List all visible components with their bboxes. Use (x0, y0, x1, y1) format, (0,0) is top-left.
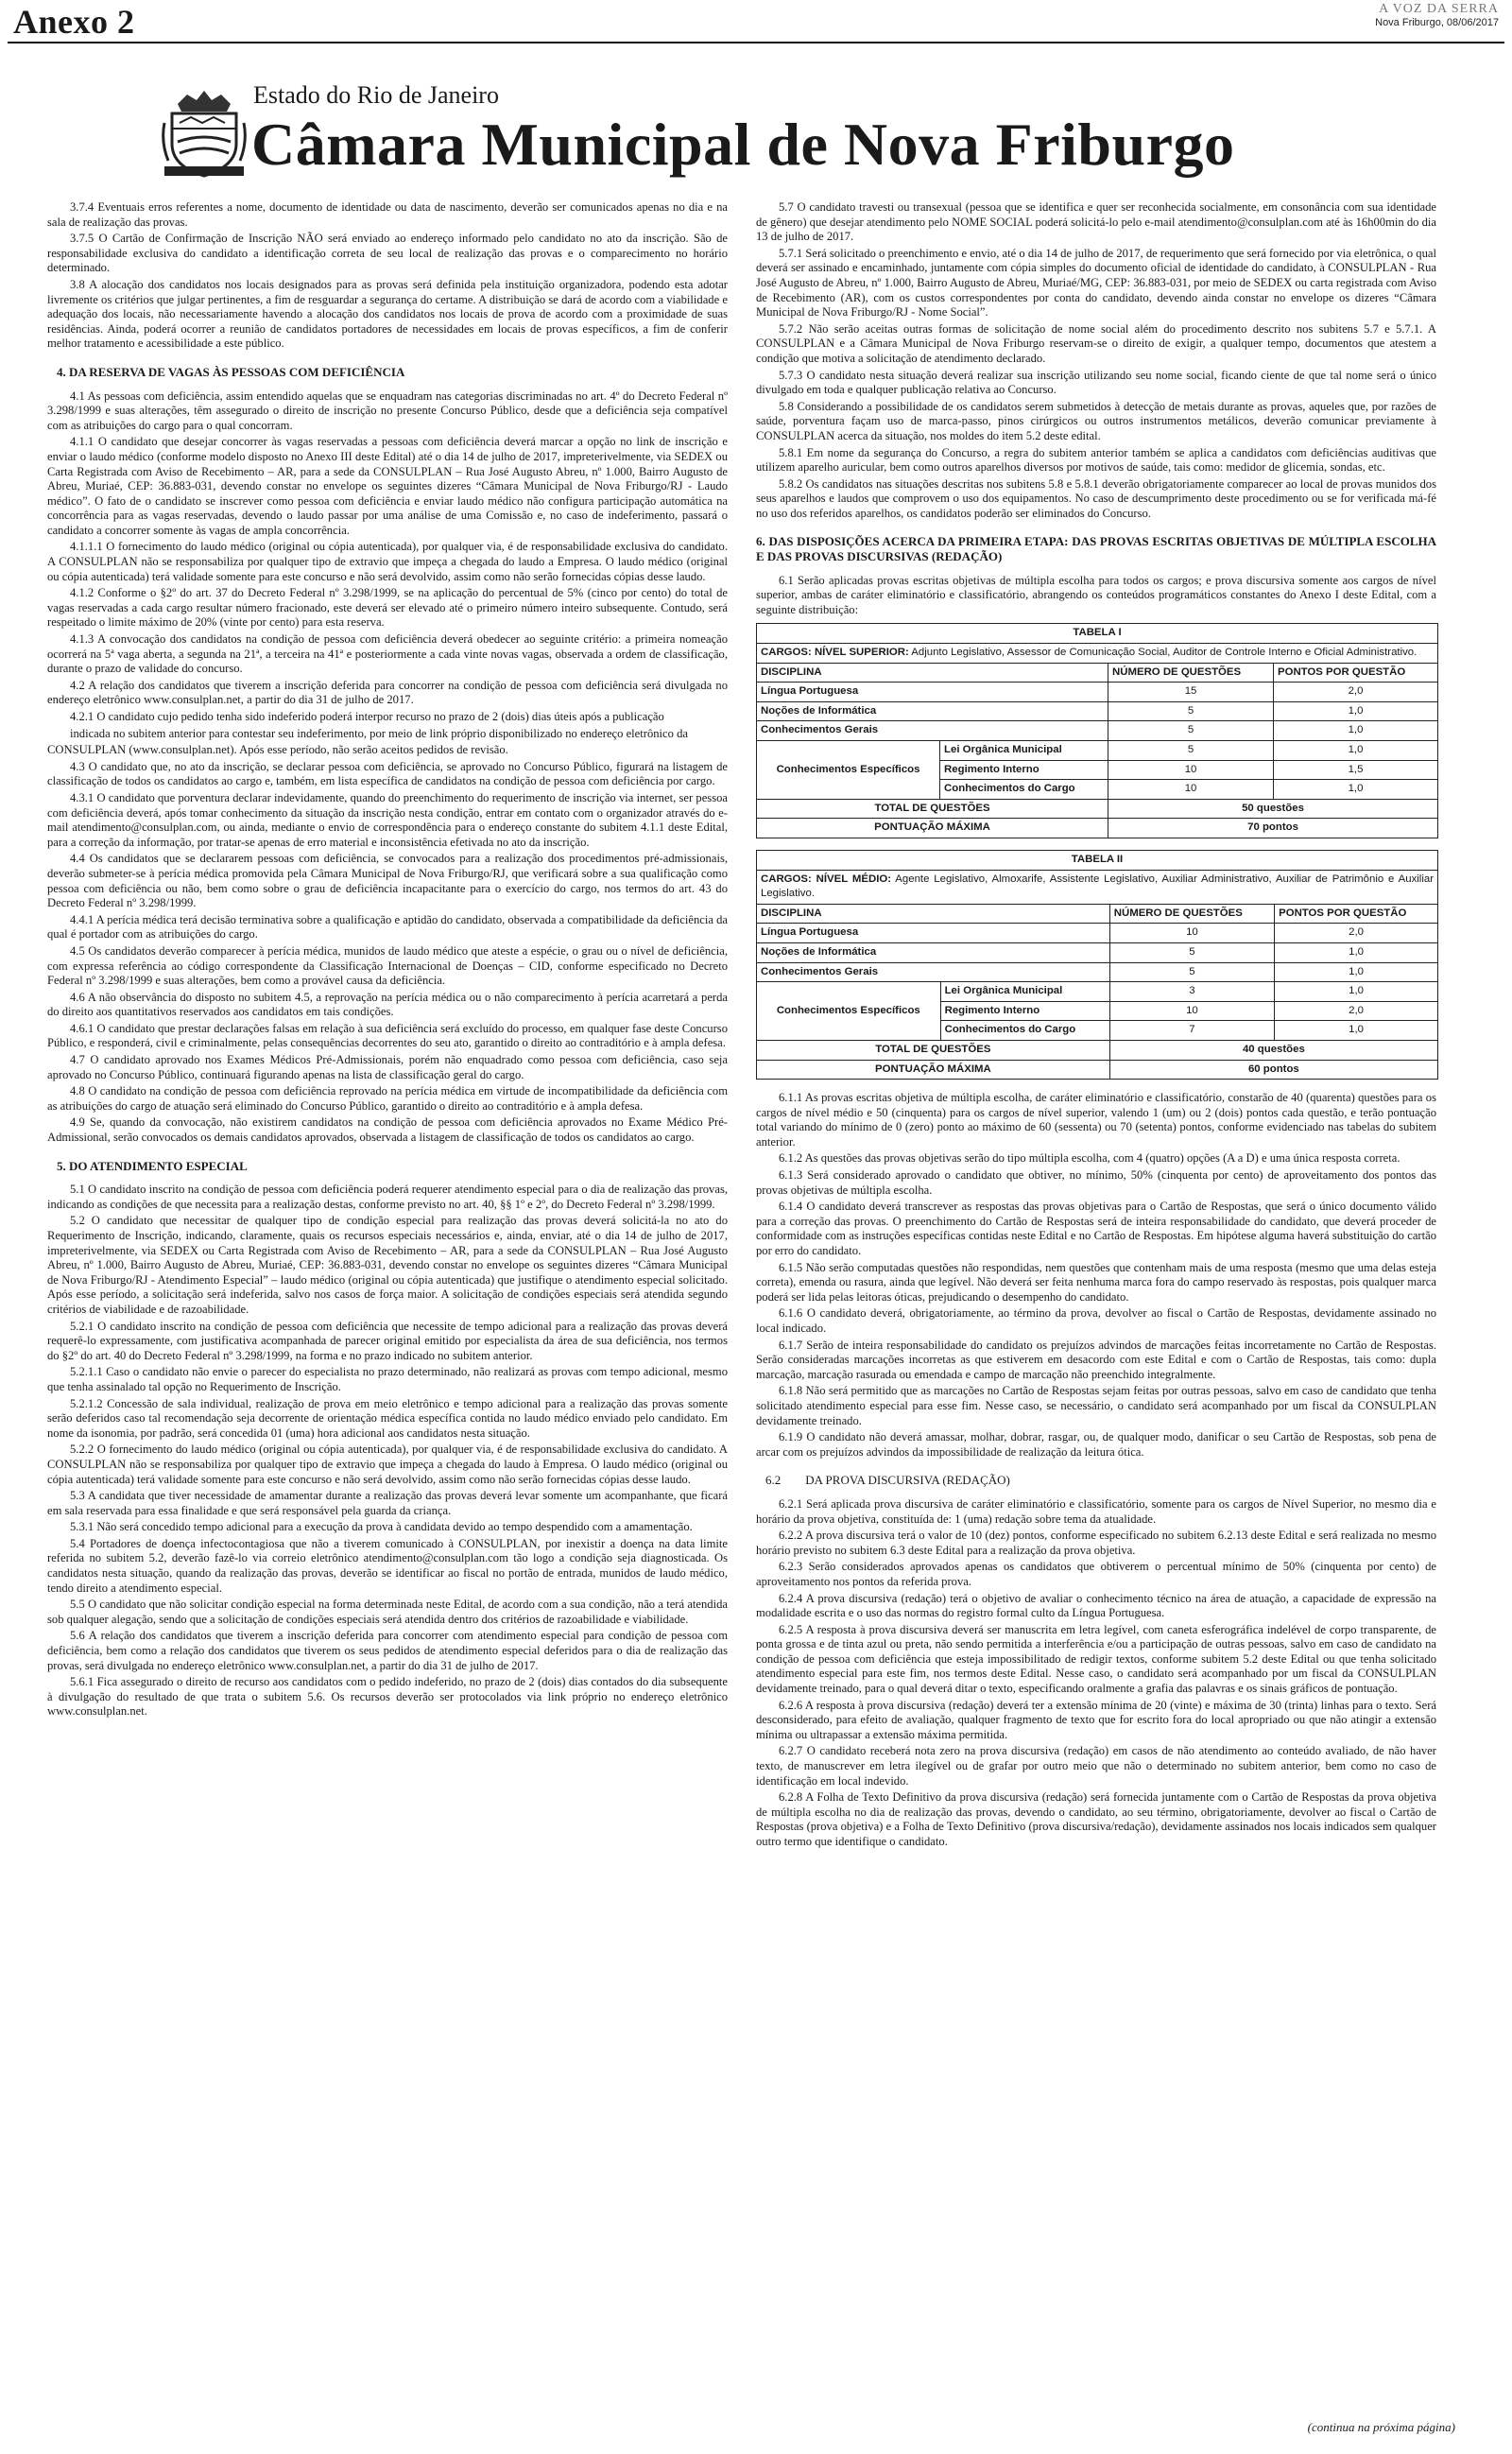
paragraph: 5.1 O candidato inscrito na condição de pessoa com deficiência poderá requerer atendimento especial para o dia de realização das provas, indicando as condições de que necessita para a realização destas, conforme previsto no art. 40, §§ 1º e 2º, do Decreto Federal nº 3.298/1999. (47, 1183, 728, 1211)
section-heading: 6.2 DA PROVA DISCURSIVA (REDAÇÃO) (765, 1473, 1010, 1488)
paragraph: 6.1.3 Será considerado aprovado o candidato que obtiver, no mínimo, 50% (cinquenta por cento) de aproveitamento dos pontos das provas objetivas de múltipla escolha. (756, 1168, 1436, 1197)
section-heading: 6. DAS DISPOSIÇÕES ACERCA DA PRIMEIRA ETAPA: DAS PROVAS ESCRITAS OBJETIVAS DE MÚLTIPLA ESCOLHA E DAS PROVAS DISCURSIVAS (REDAÇÃO) (756, 534, 1436, 564)
table-title: TABELA I (757, 624, 1438, 644)
cell: Conhecimentos Gerais (757, 721, 1108, 741)
paragraph: 6.1.8 Não será permitido que as marcações no Cartão de Respostas sejam feitas por outras pessoas, salvo em caso de candidato que tenha solicitado atendimento especial para esse fim. Nesse caso, se necessário, o candidato será acompanhado por um fiscal da CONSULPLAN devidamente treinado. (756, 1384, 1436, 1427)
cell: 1,0 (1274, 701, 1438, 721)
cell: Lei Orgânica Municipal (940, 741, 1108, 761)
cell: 70 pontos (1108, 819, 1438, 838)
cell: 40 questões (1109, 1040, 1437, 1060)
paragraph: 4.7 O candidato aprovado nos Exames Médicos Pré-Admissionais, porém não enquadrado como pessoa com deficiência, caso seja aprovado no Concurso Público, continuará figurando apenas na lista de classificação geral do cargo. (47, 1053, 728, 1081)
cell: 10 (1109, 924, 1274, 943)
cell: 10 (1108, 760, 1274, 780)
cell: 60 pontos (1109, 1060, 1437, 1080)
cell: Conhecimentos Específicos (757, 982, 941, 1041)
cell: Regimento Interno (940, 760, 1108, 780)
newspaper-name: A VOZ DA SERRA (1379, 2, 1499, 16)
paragraph: 5.6.1 Fica assegurado o direito de recurso aos candidatos com o pedido indeferido, no prazo de 2 (dois) dias contados do dia subsequente à divulgação do resultado de que trata o subitem 5.6. Os recursos deverão ser protocolados via link próprio no endereço eletrônico www.consulplan.net. (47, 1675, 728, 1719)
paragraph: CONSULPLAN (www.consulplan.net). Após esse período, não serão aceitos pedidos de revisão. (47, 743, 508, 757)
paragraph: 4.3 O candidato que, no ato da inscrição, se declarar pessoa com deficiência, se aprovado no Concurso Público, figurará na listagem de classificação de todos os candidatos ao cargo e, também, em lista específica de candidatos na condição de pessoa com deficiência por cargo. (47, 759, 728, 788)
paragraph: 5.7.3 O candidato nesta situação deverá realizar sua inscrição utilizando seu nome social, ficando ciente de que tal nome será o único divulgado em toda e qualquer publicação relativa ao Concurso. (756, 368, 1436, 397)
paragraph: 3.8 A alocação dos candidatos nos locais designados para as provas será definida pela instituição organizadora, podendo esta adotar livremente os critérios que julgar pertinentes, a fim de resguardar a segurança do certame. A distribuição se dará de acordo com a viabilidade e adequação dos locais, não necessariamente havendo a alocação dos candidatos nos locais de prova de acordo com a proximidade de suas residências. Ainda, poderá ocorrer a reunião de candidatos portadores de necessidades em locais de provas específicos, a fim de conferir melhor tratamento e acessibilidade a este público. (47, 277, 728, 351)
cell: 1,5 (1274, 760, 1438, 780)
paragraph: 5.7.2 Não serão aceitas outras formas de solicitação de nome social além do procedimento descrito nos subitens 5.7 e 5.7.1. A CONSULPLAN e a Câmara Municipal de Nova Friburgo reservam-se o direito de exigir, a qualquer tempo, documentos que atestem a condição que motiva a solicitação de atendimento declarado. (756, 321, 1436, 365)
cell: 1,0 (1275, 1021, 1438, 1041)
cell: Língua Portuguesa (757, 683, 1108, 702)
cargos-label: CARGOS: NÍVEL MÉDIO: (761, 873, 892, 885)
col-header: DISCIPLINA (757, 904, 1110, 924)
newspaper-masthead (1375, 2, 1499, 28)
cell: 5 (1109, 942, 1274, 962)
publication-date: Nova Friburgo, 08/06/2017 (1375, 17, 1499, 28)
cell: 2,0 (1274, 683, 1438, 702)
paragraph: 5.3 A candidata que tiver necessidade de amamentar durante a realização das provas deverá levar somente um acompanhante, que ficará em sala reservada para essa finalidade e que será responsável pela guarda da criança. (47, 1489, 728, 1517)
table-row (757, 982, 1438, 1002)
paragraph: 5.8.2 Os candidatos nas situações descritas nos subitens 5.8 e 5.8.1 deverão obrigatoriamente comparecer ao local de provas munidos dos seus aparelhos e laudos que comprovem o uso dos equipamentos. No caso de descumprimento deste procedimento ou se for verificada má-fé no uso dos referidos aparelhos, os candidatos poderão ser eliminados do Concurso. (756, 476, 1436, 520)
paragraph: 5.5 O candidato que não solicitar condição especial na forma determinada neste Edital, de acordo com a sua condição, não a terá atendida sob qualquer alegação, sendo que a solicitação de condições especiais será atendida dentro dos critérios de razoabilidade e viabilidade. (47, 1598, 728, 1626)
cargos-label: CARGOS: NÍVEL SUPERIOR: (761, 647, 909, 659)
cell: 15 (1108, 683, 1274, 702)
cell: 5 (1108, 741, 1274, 761)
cell: 50 questões (1108, 799, 1438, 819)
cell: Conhecimentos Específicos (757, 741, 940, 800)
cell: 5 (1108, 701, 1274, 721)
paragraph: indicada no subitem anterior para contestar seu indeferimento, por meio de link próprio disponibilizado no endereço eletrônico da (70, 726, 688, 740)
table-row (757, 683, 1438, 702)
paragraph: 6.2.2 A prova discursiva terá o valor de 10 (dez) pontos, conforme especificado no subitem 6.2.13 deste Edital e será realizada no mesmo horário previsto no subitem 6.3 deste Edital para a realização da prova objetiva. (756, 1529, 1436, 1557)
paragraph: 5.7.1 Será solicitado o preenchimento e envio, até o dia 14 de julho de 2017, de requerimento que será fornecido por via eletrônica, o qual deverá ser assinado e encaminhado, juntamente com cópia simples do documento oficial de identidade do candidato, à CONSULPLAN - Rua José Augusto de Abreu, nº 1.000, Bairro Augusto de Abreu, Muriaé/MG, CEP: 36.883-031, por meio de SEDEX ou carta registrada com Aviso de Recebimento (AR), com os custos correspondentes por conta do candidato, devendo ainda constar no envelope os dizeres “Câmara Municipal de Nova Friburgo/RJ - Nome Social”. (756, 246, 1436, 320)
table-row (757, 721, 1438, 741)
table-row (757, 701, 1438, 721)
cell: TOTAL DE QUESTÕES (757, 1040, 1110, 1060)
paragraph: 4.1.3 A convocação dos candidatos na condição de pessoa com deficiência deverá obedecer ao seguinte critério: a primeira nomeação ocorrerá na 5ª vaga aberta, a segunda na 21ª, a terceira na 41ª e posteriormente a cada vinte novas vagas, observada a ordem de classificação, durante o prazo de validade do concurso. (47, 632, 728, 676)
section-heading: 5. DO ATENDIMENTO ESPECIAL (57, 1158, 248, 1173)
table-row (757, 799, 1438, 819)
paragraph: 5.8.1 Em nome da segurança do Concurso, a regra do subitem anterior também se aplica a candidatos com deficiências auditivas que utilizem aparelho auricular, bem como outros aparelhos diversos por motivos de saúde, tais como: medidor de glicemia, sondas, etc. (756, 445, 1436, 475)
continues-note: (continua na próxima página) (1307, 2420, 1455, 2434)
table-1 (756, 623, 1438, 838)
paragraph: 4.1.2 Conforme o §2º do art. 37 do Decreto Federal nº 3.298/1999, se na aplicação do percentual de 5% (cinco por cento) do total de vagas reservadas a cada cargo resultar número fracionado, este deverá ser elevado até o primeiro número inteiro subsequente. Contudo, será respeitado o limite máximo de 20% (vinte por cento) para esta reserva. (47, 586, 728, 630)
cell: 1,0 (1274, 741, 1438, 761)
paragraph: 3.7.5 O Cartão de Confirmação de Inscrição NÃO será enviado ao endereço informado pelo candidato no ato da inscrição. São de responsabilidade exclusiva do candidato a identificação correta de seu local de realização das provas e o comparecimento no horário determinado. (47, 232, 728, 275)
cargos-list: Adjunto Legislativo, Assessor de Comunicação Social, Auditor de Controle Interno e Oficial Administrativo. (911, 647, 1418, 659)
paragraph: 6.2.8 A Folha de Texto Definitivo da prova discursiva (redação) será fornecida juntamente com o Cartão de Respostas da prova objetiva de múltipla escolha no dia de realização das provas, devendo o candidato, ao seu término, obrigatoriamente, devolver ao fiscal o Cartão de Respostas (prova objetiva) e a Folha de Texto Definitivo (prova discursiva/redação), devidamente assinados nos locais indicados sem qualquer outro termo que identifique o candidato. (756, 1790, 1436, 1848)
cell: PONTUAÇÃO MÁXIMA (757, 819, 1108, 838)
cell: TOTAL DE QUESTÕES (757, 799, 1108, 819)
cell: 1,0 (1274, 721, 1438, 741)
paragraph: 5.2.1.2 Concessão de sala individual, realização de prova em meio eletrônico e tempo adicional para a realização das provas somente serão deferidos caso tal recomendação seja decorrente de orientação médica específica contida no laudo médico enviado pelo candidato. Em nome da isonomia, por padrão, será concedida 01 (uma) hora adicional aos candidatos nesta situação. (47, 1396, 728, 1440)
paragraph: 4.8 O candidato na condição de pessoa com deficiência reprovado na perícia médica em virtude de incompatibilidade da deficiência com as atribuições do cargo de atuação será eliminado do Concurso Público, garantido o direito ao contraditório e à ampla defesa. (47, 1084, 728, 1113)
col-header: PONTOS POR QUESTÃO (1275, 904, 1438, 924)
paragraph: 6.1.7 Serão de inteira responsabilidade do candidato os prejuízos advindos de marcações feitas incorretamente no Cartão de Respostas. Serão consideradas marcações incorretas as que estiverem em desacordo com este Edital e com o Cartão de Respostas, tais como: dupla marcação, marcação rasurada ou emendada e campo de marcação não preenchido integralmente. (756, 1338, 1436, 1381)
cargos-list: Agente Legislativo, Almoxarife, Assistente Legislativo, Auxiliar Administrativo, Auxiliar de Patrimônio e Auxiliar Legislativo. (761, 873, 1434, 900)
paragraph: 5.6 A relação dos candidatos que tiverem a inscrição deferida para concorrer com atendimento especial para condição de pessoa com deficiência, bem como a relação dos candidatos que tiverem os seus pedidos de atendimento especial deferidos para o dia de realização das provas, será divulgada no endereço eletrônico www.consulplan.net, a partir do dia 31 de julho de 2017. (47, 1629, 728, 1672)
paragraph: 5.4 Portadores de doença infectocontagiosa que não a tiverem comunicado à CONSULPLAN, por inexistir a doença na data limite referida no subitem 5.2, deverão fazê-lo via correio eletrônico atendimento@consulplan.com tão logo a condição seja diagnosticada. Os candidatos nesta situação, quando da realização das provas, deverão se identificar ao fiscal no portão de entrada, munidos de laudo médico, tendo direito a atendimento especial. (47, 1536, 728, 1595)
paragraph: 6.2.5 A resposta à prova discursiva deverá ser manuscrita em letra legível, com caneta esferográfica indelével de corpo transparente, de ponta grossa e de tinta azul ou preta, não sendo permitida a interferência e/ou a participação de outras pessoas, salvo em caso de candidato na condição de pessoa com deficiência que esteja impossibilitado de redigir textos, conforme subitem 5.2 deste Edital ou que tenha solicitado atendimento especial para este fim, nos termos deste Edital. Nesse caso, o candidato será acompanhado por um fiscal da CONSULPLAN devidamente treinado, para o qual deverá ditar o texto, especificando oralmente a grafia das palavras e os sinais gráficos de pontuação. (756, 1622, 1436, 1696)
right-column (756, 200, 1436, 1852)
table-row (757, 819, 1438, 838)
cell: Conhecimentos do Cargo (940, 1021, 1109, 1041)
cell: 5 (1108, 721, 1274, 741)
table-row (757, 741, 1438, 761)
paragraph: 4.1.1.1 O fornecimento do laudo médico (original ou cópia autenticada), por qualquer via, é de responsabilidade exclusiva do candidato. A CONSULPLAN não se responsabiliza por qualquer tipo de extravio que impeça a chegada do laudo a Empresa. O laudo médico (original ou cópia autenticada) terá validade somente para este concurso e não será devolvido, assim como não serão fornecidas cópias desse laudo. (47, 540, 728, 583)
paragraph: 4.4 Os candidatos que se declararem pessoas com deficiência, se convocados para a realização dos procedimentos pré-admissionais, deverão submeter-se à perícia médica promovida pela Câmara Municipal de Nova Friburgo/RJ, que verificará sobre a sua qualificação como pessoa com deficiência ou não, bem como sobre o grau de deficiência incapacitante para o exercício do cargo, nos termos do art. 43 do Decreto Federal nº 3.298/1999. (47, 852, 728, 910)
cell: Conhecimentos Gerais (757, 962, 1110, 982)
annex-label: Anexo 2 (13, 3, 135, 41)
paragraph: 5.2.1 O candidato inscrito na condição de pessoa com deficiência que necessite de tempo adicional para a realização das provas deverá requerê-lo expressamente, com justificativa acompanhada de parecer original emitido por especialista da área de sua deficiência, nos termos do §2º do art. 40 do Decreto Federal nº 3.298/1999, na forma e no prazo indicado no subitem anterior. (47, 1319, 728, 1362)
paragraph: 5.7 O candidato travesti ou transexual (pessoa que se identifica e quer ser reconhecida socialmente, em consonância com sua identidade de gênero) que desejar atendimento pelo NOME SOCIAL poderá solicitá-lo pelo e-mail atendimento@consulplan.com até às 16h00min do dia 13 de julho de 2017. (756, 200, 1436, 244)
cell: Noções de Informática (757, 701, 1108, 721)
table-row (757, 962, 1438, 982)
cell: 3 (1109, 982, 1274, 1002)
left-column (47, 200, 728, 1721)
table-title: TABELA II (757, 850, 1438, 870)
paragraph: 5.8 Considerando a possibilidade de os candidatos serem submetidos à detecção de metais durante as provas, aqueles que, por razões de saúde, porventura façam uso de marca-passo, pinos cirúrgicos ou outros instrumentos metálicos, deverão comunicar previamente à CONSULPLAN acerca da situação, nos moldes do item 5.2 deste edital. (756, 399, 1436, 442)
paragraph: 4.4.1 A perícia médica terá decisão terminativa sobre a qualificação e aptidão do candidato, observada a compatibilidade da deficiência da qual é portador com as atribuições do cargo. (47, 912, 728, 942)
state-name: Estado do Rio de Janeiro (253, 81, 499, 109)
paragraph: 6.1.9 O candidato não deverá amassar, molhar, dobrar, rasgar, ou, de qualquer modo, danificar o seu Cartão de Respostas, sob pena de arcar com os prejuízos advindos da impossibilidade de realização da leitura ótica. (756, 1430, 1436, 1459)
paragraph: 6.1.2 As questões das provas objetivas serão do tipo múltipla escolha, com 4 (quatro) opções (A a D) e uma única resposta correta. (779, 1151, 1400, 1166)
cell: Conhecimentos do Cargo (940, 780, 1108, 800)
col-header: PONTOS POR QUESTÃO (1274, 663, 1438, 683)
paragraph: 5.2.2 O fornecimento do laudo médico (original ou cópia autenticada), por qualquer via, é de responsabilidade exclusiva do candidato. A CONSULPLAN não se responsabiliza por qualquer tipo de extravio que impeça a chegada do laudo à Empresa. O laudo médico (original ou cópia autenticada) terá validade somente para este concurso e não será devolvido, assim como não serão fornecidas cópias desse laudo. (47, 1443, 728, 1486)
paragraph: 4.2 A relação dos candidatos que tiverem a inscrição deferida para concorrer na condição de pessoa com deficiência será divulgada no endereço eletrônico www.consulplan.net, a partir do dia 31 de julho de 2017. (47, 678, 728, 707)
paragraph: 6.2.1 Será aplicada prova discursiva de caráter eliminatório e classificatório, somente para os cargos de Nível Superior, no mesmo dia e horário da prova objetiva, constituída de: 1 (uma) redação sobre tema da atualidade. (756, 1496, 1436, 1526)
table-cargos (757, 644, 1438, 664)
cell: 2,0 (1275, 924, 1438, 943)
paragraph: 4.5 Os candidatos deverão comparecer à perícia médica, munidos de laudo médico que ateste a espécie, o grau ou o nível de deficiência, com expressa referência ao código correspondente da Classificação Internacional de Doenças – CID, conforme especificado no Decreto Federal nº 3.298/1999 e suas alterações, bem como a provável causa da deficiência. (47, 943, 728, 988)
paragraph: 6.2.3 Serão considerados aprovados apenas os candidatos que obtiverem o percentual mínimo de 50% (cinquenta por cento) de aproveitamento nos pontos da referida prova. (756, 1560, 1436, 1588)
table-row (757, 1040, 1438, 1060)
paragraph: 4.6 A não observância do disposto no subitem 4.5, a reprovação na perícia médica ou o não comparecimento à perícia acarretará a perda do direito aos quantitativos reservados aos candidatos em tais condições. (47, 990, 728, 1019)
paragraph: 4.3.1 O candidato que porventura declarar indevidamente, quando do preenchimento do requerimento de inscrição via internet, ser pessoa com deficiência deverá, após tomar conhecimento da situação da inscrição nesta condição, entrar em contato com o organizador através do e-mail atendimento@consulplan.com, ou ainda, mediante o envio de correspondência para o endereço constante do subitem 4.1.1 deste Edital, para a correção da informação, por tratar-se apenas de erro material e inconsistência efetivada no ato da inscrição. (47, 790, 728, 849)
paragraph: 4.6.1 O candidato que prestar declarações falsas em relação à sua deficiência será excluído do processo, em qualquer fase deste Concurso Público, e responderá, civil e criminalmente, pelas consequências decorrentes do seu ato, garantido o direito ao contraditório e à ampla defesa. (47, 1021, 728, 1050)
paragraph: 3.7.4 Eventuais erros referentes a nome, documento de identidade ou data de nascimento, deverão ser comunicados apenas no dia e na sala de realização das provas. (47, 200, 728, 229)
col-header: NÚMERO DE QUESTÕES (1109, 904, 1274, 924)
paragraph: 4.1.1 O candidato que desejar concorrer às vagas reservadas a pessoas com deficiência deverá marcar a opção no link de inscrição e enviar o laudo médico (conforme modelo disposto no Anexo III deste Edital) até o dia 14 de julho de 2017, impreterivelmente, via SEDEX ou Carta Registrada com Aviso de Recebimento – AR, para a sede da CONSULPLAN – Rua José Augusto Abreu, nº 1.000, Bairro Augusto de Abreu, Muriaé, CEP: 36.883-031, devendo constar no envelope os seguintes dizeres “Câmara Municipal de Nova Friburgo/RJ - Laudo médico”. O fato de o candidato se inscrever como pessoa com deficiência e enviar laudo médico não configura participação automática na concorrência para as vagas reservadas, devendo o laudo passar por uma análise de uma Comissão e, no caso de indeferimento, passará o candidato a concorrer somente às vagas de ampla concorrência. (47, 435, 728, 537)
cell: Noções de Informática (757, 942, 1110, 962)
paragraph: 4.9 Se, quando da convocação, não existirem candidatos na condição de pessoa com deficiência aprovados no Exame Médico Pré-Admissional, serão convocados os demais candidatos aprovados, observada a listagem de classificação de todos os candidatos ao cargo. (47, 1115, 728, 1145)
top-bar (8, 0, 1504, 43)
cell: 7 (1109, 1021, 1274, 1041)
paragraph: 5.2 O candidato que necessitar de qualquer tipo de condição especial para realização das provas deverá solicitá-la no ato do Requerimento de Inscrição, indicando, claramente, quais os recursos especiais necessários e, ainda, enviar, até o dia 14 de julho de 2017, impreterivelmente, via SEDEX ou Carta Registrada com Aviso de Recebimento – AR, para a sede da CONSULPLAN – Rua José Augusto Abreu, nº 1.000, Bairro Augusto de Abreu, Muriaé, CEP: 36.883-031, devendo constar no envelope os seguintes dizeres “Câmara Municipal de Nova Friburgo/RJ - Atendimento Especial” – laudo médico (original ou cópia autenticada) que justifique o atendimento especial solicitado. Após esse período, a solicitação será indeferida, salvo nos casos de força maior. A solicitação de condições especiais será atendida segundo critérios de viabilidade e de razoabilidade. (47, 1214, 728, 1316)
institution-title: Câmara Municipal de Nova Friburgo (251, 111, 1235, 178)
col-header: DISCIPLINA (757, 663, 1108, 683)
paragraph: 6.1 Serão aplicadas provas escritas objetivas de múltipla escolha para todos os cargos; e prova discursiva somente aos cargos de nível superior, ambas de caráter eliminatório e classificatório, abrangendo os conteúdos programáticos constantes do Anexo I deste Edital, com a seguinte distribuição: (756, 573, 1436, 616)
paragraph: 4.2.1 O candidato cujo pedido tenha sido indeferido poderá interpor recurso no prazo de 2 (dois) dias úteis após a publicação (70, 710, 664, 723)
municipal-seal-icon (159, 85, 249, 180)
cell: Língua Portuguesa (757, 924, 1110, 943)
cell: 1,0 (1274, 780, 1438, 800)
cell: 10 (1108, 780, 1274, 800)
paragraph: 6.1.4 O candidato deverá transcrever as respostas das provas objetivas para o Cartão de Respostas, que será o único documento válido para a correção das provas. O preenchimento do Cartão de Respostas será de inteira responsabilidade do candidato, que deverá proceder de conformidade com as instruções específicas contidas neste Edital e no Cartão de Respostas. Em hipótese alguma haverá substituição do cartão por erro do candidato. (756, 1200, 1436, 1258)
col-header: NÚMERO DE QUESTÕES (1108, 663, 1274, 683)
paragraph: 5.2.1.1 Caso o candidato não envie o parecer do especialista no prazo determinado, não realizará as provas com tempo adicional, mesmo que tenha assinalado tal opção no Requerimento de Inscrição. (47, 1365, 728, 1393)
cell: 10 (1109, 1001, 1274, 1021)
paragraph: 6.2.7 O candidato receberá nota zero na prova discursiva (redação) em casos de não atendimento ao conteúdo avaliado, de não haver texto, de manuscrever em letra ilegível ou de grafar por outro meio que não o determinado no subitem anterior, bem como no caso de identificação em local indevido. (756, 1744, 1436, 1788)
table-row (757, 942, 1438, 962)
cell: PONTUAÇÃO MÁXIMA (757, 1060, 1110, 1080)
paragraph: 6.2.6 A resposta à prova discursiva (redação) deverá ter a extensão mínima de 20 (vinte) e máxima de 30 (trinta) linhas para o texto. Será desconsiderado, para efeito de avaliação, qualquer fragmento de texto que for escrito fora do local apropriado ou que não atingir a extensão mínima ou ultrapassar a extensão máxima permitida. (756, 1698, 1436, 1741)
table-row (757, 924, 1438, 943)
cell: 1,0 (1275, 942, 1438, 962)
cell: 1,0 (1275, 962, 1438, 982)
section-heading: 4. DA RESERVA DE VAGAS ÀS PESSOAS COM DEFICIÊNCIA (57, 364, 405, 379)
paragraph: 6.1.6 O candidato deverá, obrigatoriamente, ao término da prova, devolver ao fiscal o Cartão de Respostas, devidamente assinado no local indicado. (756, 1306, 1436, 1335)
paragraph: 6.1.5 Não serão computadas questões não respondidas, nem questões que contenham mais de uma resposta (mesmo que uma delas esteja correta), emenda ou rasura, ainda que legível. Não deverá ser feita nenhuma marca fora do campo reservado às respostas, pois qualquer marca poderá ser lida pelas leitoras óticas, prejudicando o desempenho do candidato. (756, 1260, 1436, 1304)
paragraph: 4.1 As pessoas com deficiência, assim entendido aquelas que se enquadram nas categorias discriminadas no art. 4º do Decreto Federal nº 3.298/1999 e suas alterações, têm assegurado o direito de inscrição no presente Concurso Público, desde que a deficiência seja compatível com as atribuições do cargo para o qual concorram. (47, 389, 728, 432)
cell: 5 (1109, 962, 1274, 982)
table-2 (756, 850, 1438, 1080)
cell: Regimento Interno (940, 1001, 1109, 1021)
cell: 1,0 (1275, 982, 1438, 1002)
table-cargos (757, 870, 1438, 904)
paragraph: 6.2.4 A prova discursiva (redação) terá o objetivo de avaliar o conhecimento técnico na área de atuação, a capacidade de expressão na modalidade escrita e o uso das normas do registro formal culto da Língua Portuguesa. (756, 1591, 1436, 1620)
cell: 2,0 (1275, 1001, 1438, 1021)
cell: Lei Orgânica Municipal (940, 982, 1109, 1002)
paragraph: 6.1.1 As provas escritas objetiva de múltipla escolha, de caráter eliminatório e classificatório, constarão de 40 (quarenta) questões para os cargos de nível médio e 50 (cinquenta) para os cargos de nível superior, valendo 1 (um) ou 2 (dois) pontos cada questão, e terão pontuação total variando do mínimo de 0 (zero) ponto ao máximo de 60 (sessenta) ou 70 (setenta) pontos, conforme evidenciado nas tabelas do subitem anterior. (756, 1091, 1436, 1149)
table-row (757, 1060, 1438, 1080)
paragraph: 5.3.1 Não será concedido tempo adicional para a execução da prova à candidata devido ao tempo despendido com a amamentação. (70, 1520, 693, 1534)
